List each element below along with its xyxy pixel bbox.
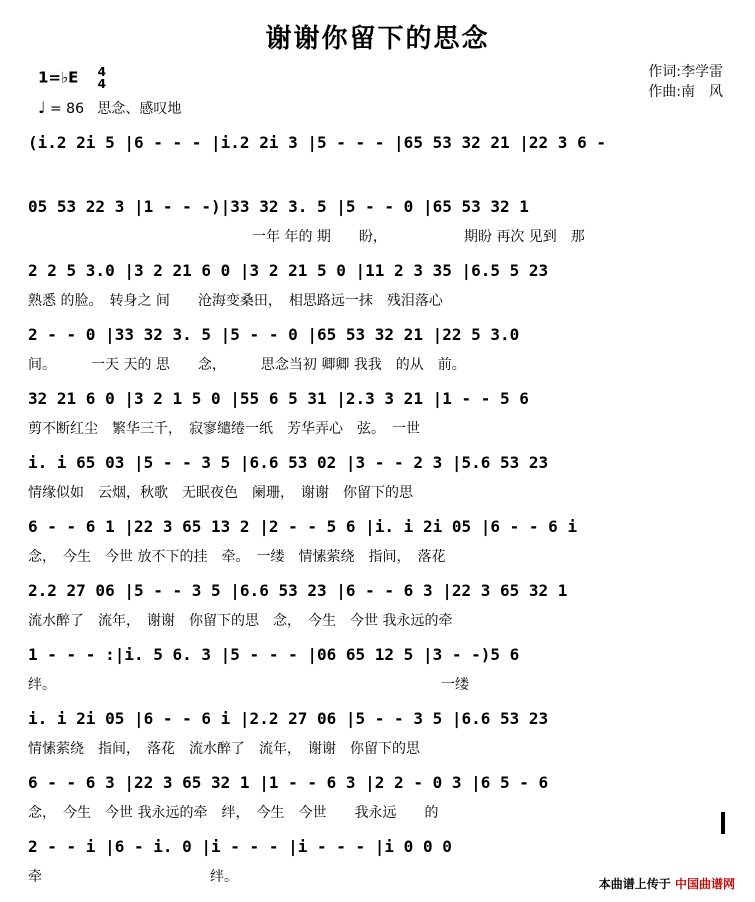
site-logo: 中国曲谱网 <box>674 877 735 891</box>
mood-marking: 思念、感叹地 <box>97 101 182 117</box>
lyrics-row: 牵 绊。 <box>28 869 238 885</box>
notation-row: 2.2 27 06 |5 - - 3 5 |6.6 53 23 |6 - - 6 3 |22 3 65 32 1 <box>28 581 578 600</box>
score <box>28 128 728 896</box>
quarter-note-icon: ♩ <box>38 98 46 117</box>
notation-row: 32 21 6 0 |3 2 1 5 0 |55 6 5 31 |2.3 3 21 |1 - - 5 6 <box>28 389 539 408</box>
notation-row: 6 - - 6 1 |22 3 65 13 2 |2 - - 5 6 |i. i 2i 05 |6 - - 6 i <box>28 517 587 536</box>
lyrics-row: 情愫萦绕 指间， 落花 流水醉了 流年， 谢谢 你留下的思 <box>28 741 420 757</box>
key-signature <box>38 66 106 90</box>
lyrics-row <box>28 158 728 192</box>
lyrics-row: 一年 年的 期 盼， 期盼 再次 见到 那 <box>28 229 585 245</box>
time-top: 4 <box>97 65 106 79</box>
notation-row: 05 53 22 3 |1 - - -)|33 32 3. 5 |5 - - 0 |65 53 32 1 <box>28 197 539 216</box>
credits <box>648 62 723 102</box>
tempo-marking <box>38 98 181 118</box>
notation-row: i. i 65 03 |5 - - 3 5 |6.6 53 02 |3 - - 2 3 |5.6 53 23 <box>28 453 558 472</box>
notation-row: 2 2 5 3.0 |3 2 21 6 0 |3 2 21 5 0 |11 2 3 35 |6.5 5 23 <box>28 261 558 280</box>
song-title: 谢谢你留下的思念 <box>265 24 490 54</box>
notation-row: 2 - - i |6 - i. 0 |i - - - |i - - - |i 0 0 0 <box>28 837 462 856</box>
time-bottom: 4 <box>97 77 106 91</box>
tempo-value: = 86 <box>50 101 84 117</box>
notation-row: i. i 2i 05 |6 - - 6 i |2.2 27 06 |5 - - 3 5 |6.6 53 23 <box>28 709 558 728</box>
notation-row: 6 - - 6 3 |22 3 65 32 1 |1 - - 6 3 |2 2 - 0 3 |6 5 - 6 <box>28 773 558 792</box>
notation-row: 1 - - - :|i. 5 6. 3 |5 - - - |06 65 12 5 |3 - -)5 6 <box>28 645 529 664</box>
lyricist-credit: 作词:李学雷 <box>648 64 723 80</box>
lyrics-row: 念， 今生 今世 我永远的牵 绊， 今生 今世 我永远 的 <box>28 805 439 821</box>
time-signature <box>98 66 106 90</box>
footer-text: 本曲谱上传于 <box>598 877 671 891</box>
lyrics-row: 念， 今生 今世 放不下的挂 牵。 一缕 情愫萦绕 指间， 落花 <box>28 549 446 565</box>
lyrics-row: 绊。 一缕 <box>28 677 469 693</box>
notation-row: (i.2 2i 5 |6 - - - |i.2 2i 3 |5 - - - |65 53 32 21 |22 3 6 - <box>28 133 616 152</box>
lyrics-row: 剪不断红尘 繁华三千， 寂寥缱绻一纸 芳华弄心 弦。 一世 <box>28 421 420 437</box>
lyrics-row: 流水醉了 流年， 谢谢 你留下的思 念， 今生 今世 我永远的牵 <box>28 613 453 629</box>
footer <box>599 875 735 892</box>
key-label: 1=♭E <box>38 68 79 87</box>
notation-row: 2 - - 0 |33 32 3. 5 |5 - - 0 |65 53 32 21 |22 5 3.0 <box>28 325 529 344</box>
lyrics-row: 熟悉 的脸。 转身之 间 沧海变桑田， 相思路远一抹 残泪落心 <box>28 293 443 309</box>
final-barline <box>721 812 725 834</box>
lyrics-row: 间。 一天 天的 思 念， 思念当初 卿卿 我我 的从 前。 <box>28 357 466 373</box>
composer-credit: 作曲:南 风 <box>648 84 723 100</box>
lyrics-row: 情缘似如 云烟，秋歌 无眠夜色 阑珊， 谢谢 你留下的思 <box>28 485 413 501</box>
